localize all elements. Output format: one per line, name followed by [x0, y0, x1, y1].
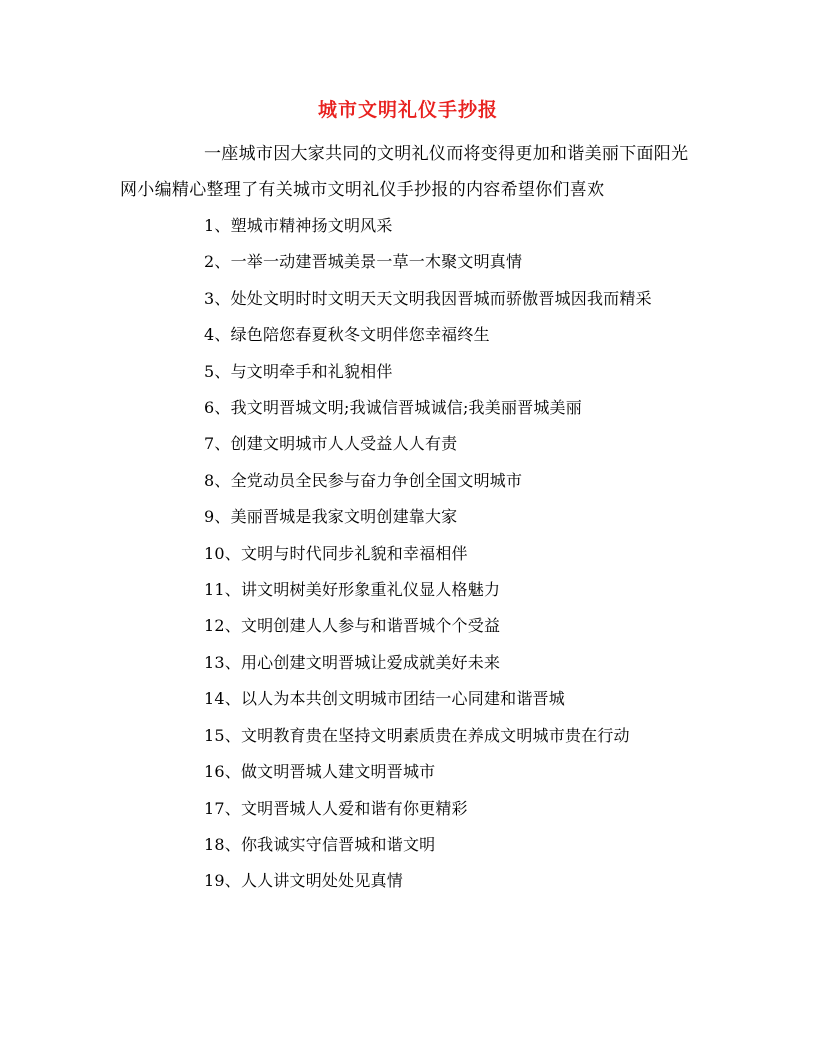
list-item: 9、美丽晋城是我家文明创建靠大家 [204, 507, 458, 527]
list-item: 12、文明创建人人参与和谐晋城个个受益 [204, 616, 501, 636]
list-item: 19、人人讲文明处处见真情 [204, 871, 403, 891]
list-item: 14、以人为本共创文明城市团结一心同建和谐晋城 [204, 689, 565, 709]
list-item: 7、创建文明城市人人受益人人有责 [204, 434, 458, 454]
slogan-list [120, 208, 700, 900]
list-item: 1、塑城市精神扬文明风采 [204, 216, 393, 235]
list-item: 17、文明晋城人人爱和谐有你更精彩 [204, 798, 468, 818]
list-item: 10、文明与时代同步礼貌和幸福相伴 [204, 543, 468, 563]
list-item: 2、一举一动建晋城美景一草一木聚文明真情 [204, 252, 523, 272]
list-item: 3、处处文明时时文明天天文明我因晋城而骄傲晋城因我而精采 [204, 288, 652, 308]
intro-paragraph: 一座城市因大家共同的文明礼仪而将变得更加和谐美丽下面阳光网小编精心整理了有关城市文明礼仪手抄报的内容希望你们喜欢 [120, 144, 689, 200]
list-item: 13、用心创建文明晋城让爱成就美好未来 [204, 652, 501, 672]
list-item: 11、讲文明树美好形象重礼仪显人格魅力 [204, 580, 501, 600]
list-item: 15、文明教育贵在坚持文明素质贵在养成文明城市贵在行动 [204, 725, 630, 745]
list-item: 18、你我诚实守信晋城和谐文明 [204, 834, 436, 854]
document-title: 城市文明礼仪手抄报 [317, 99, 498, 121]
list-item: 5、与文明牵手和礼貌相伴 [204, 361, 393, 381]
list-item: 4、绿色陪您春夏秋冬文明伴您幸福终生 [204, 325, 490, 345]
list-item: 16、做文明晋城人建文明晋城市 [204, 762, 436, 782]
list-item: 8、全党动员全民参与奋力争创全国文明城市 [204, 470, 523, 490]
list-item: 6、我文明晋城文明;我诚信晋城诚信;我美丽晋城美丽 [204, 398, 582, 418]
